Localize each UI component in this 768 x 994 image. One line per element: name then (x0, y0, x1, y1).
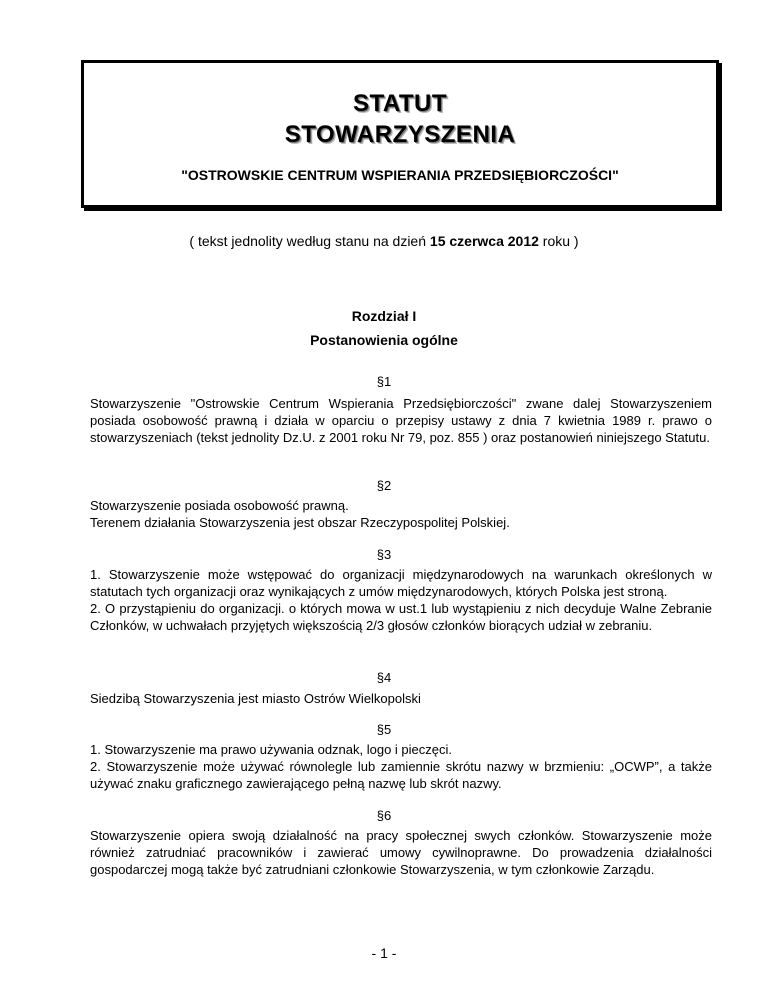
section-paragraph: Siedzibą Stowarzyszenia jest miasto Ostrów Wielkopolski (90, 691, 421, 706)
section-3-body (90, 566, 712, 634)
page-number: - 1 - (371, 945, 397, 961)
section-paragraph: Terenem działania Stowarzyszenia jest obszar Rzeczypospolitej Polskiej. (90, 515, 510, 530)
chapter-number: Rozdział I (351, 308, 417, 324)
organization-name: "OSTROWSKIE CENTRUM WSPIERANIA PRZEDSIĘBIORCZOŚCI" (181, 167, 619, 183)
subtitle-date: 15 czerwca 2012 (429, 233, 539, 249)
section-heading-3: §3 (376, 547, 392, 562)
subtitle-suffix: roku ) (538, 233, 579, 249)
chapter-title: Postanowienia ogólne (310, 332, 458, 348)
section-heading-1: §1 (376, 374, 392, 389)
section-paragraph: Stowarzyszenie posiada osobowość prawną. (90, 498, 349, 513)
section-6-body (90, 827, 712, 878)
subtitle-prefix: ( tekst jednolity według stanu na dzień (189, 233, 430, 249)
section-paragraph: 2. O przystąpieniu do organizacji. o których mowa w ust.1 lub wystąpieniu z nich decyduje Walne Zebranie Członków, w uchwałach przyjętych większością 2/3 głosów członków biorących udział w zebraniu. (90, 601, 712, 633)
section-paragraph: 2. Stowarzyszenie może używać równolegle lub zamiennie skrótu nazwy w brzmieniu: „OCWP”, a także używać znaku graficznego zawierającego pełną nazwę lub skrót nazwy. (90, 759, 712, 791)
section-heading-2: §2 (376, 478, 392, 493)
section-paragraph: Stowarzyszenie opiera swoją działalność na pracy społecznej swych członków. Stowarzyszenie może również zatrudniać pracowników i zawierać umowy cywilnoprawne. Do prowadzenia działalności gospodarczej mogą także być zatrudniani członkowie Stowarzyszenia, w tym członkowie Zarządu. (90, 828, 712, 877)
section-2-body (90, 497, 712, 531)
section-heading-6: §6 (376, 808, 392, 823)
section-4-body (90, 690, 712, 707)
section-paragraph: Stowarzyszenie "Ostrowskie Centrum Wspierania Przedsiębiorczości" zwane dalej Stowarzyszeniem posiada osobowość prawną i działa w oparciu o przepisy ustawy z dnia 7 kwietnia 1989 r. prawo o stowarzyszeniach (tekst jednolity Dz.U. z 2001 roku Nr 79, poz. 855 ) oraz postanowień niniejszego Statutu. (90, 396, 712, 445)
section-1-body (90, 395, 712, 446)
document-subtitle (0, 233, 768, 249)
document-title: STATUT (352, 90, 448, 117)
title-box (81, 60, 719, 208)
section-paragraph: 1. Stowarzyszenie ma prawo używania odznak, logo i pieczęci. (90, 742, 453, 757)
document-title-second-line: STOWARZYSZENIA (284, 121, 516, 148)
section-heading-5: §5 (376, 722, 392, 737)
section-heading-4: §4 (376, 670, 392, 685)
section-paragraph: 1. Stowarzyszenie może wstępować do organizacji międzynarodowych na warunkach określonych w statutach tych organizacji oraz wynikających z umów międzynarodowych, których Polska jest stroną. (90, 567, 712, 599)
section-5-body (90, 741, 712, 792)
